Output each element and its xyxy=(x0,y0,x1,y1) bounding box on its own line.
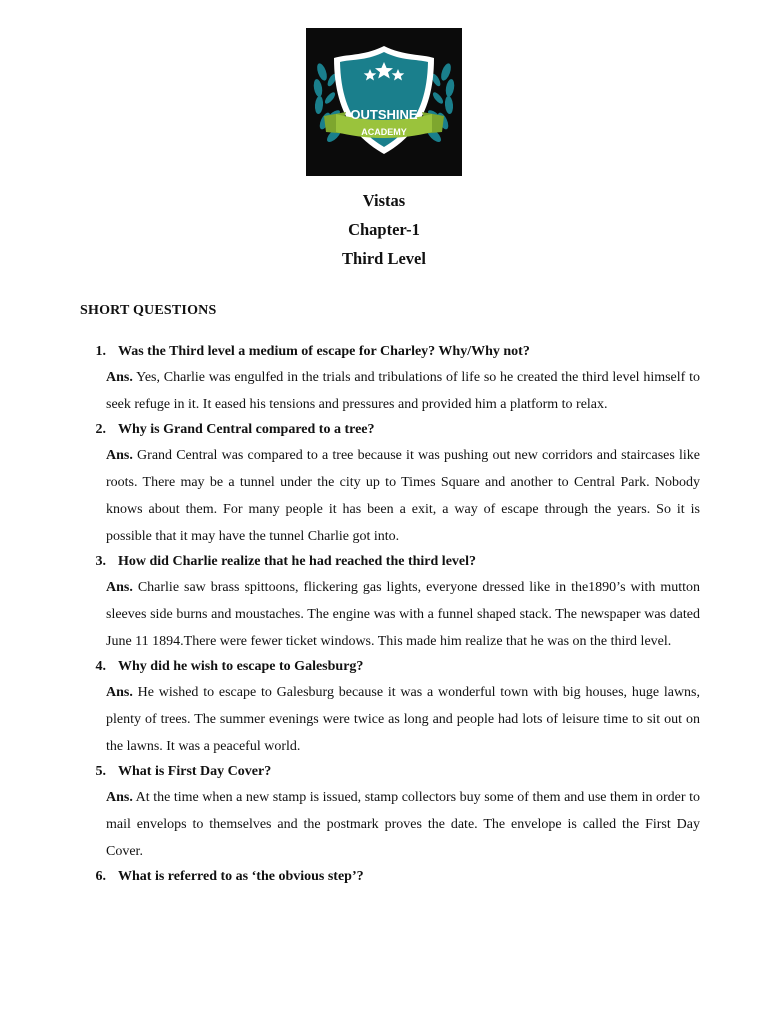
answer-text xyxy=(106,679,700,760)
answer-text xyxy=(106,784,700,865)
answer-label: Ans. xyxy=(106,448,133,463)
question-line xyxy=(80,760,700,784)
answer-text xyxy=(106,442,700,550)
question-number: 2. xyxy=(95,422,106,437)
answer-label: Ans. xyxy=(106,685,133,700)
academy-logo xyxy=(306,28,462,176)
question-text: What is referred to as ‘the obvious step’? xyxy=(118,869,364,884)
question-item xyxy=(80,760,700,865)
question-line xyxy=(80,340,700,364)
answer-label: Ans. xyxy=(106,370,133,385)
question-number: 4. xyxy=(95,659,106,674)
answer-text xyxy=(106,364,700,418)
logo-name: OUTSHINE xyxy=(350,107,418,122)
question-line xyxy=(80,865,700,889)
question-text: What is First Day Cover? xyxy=(118,764,272,779)
question-number: 6. xyxy=(95,869,106,884)
lesson-title: Third Level xyxy=(342,249,426,268)
question-text: Why is Grand Central compared to a tree? xyxy=(118,422,375,437)
question-item xyxy=(80,418,700,550)
question-text: Was the Third level a medium of escape for Charley? Why/Why not? xyxy=(118,344,530,359)
question-line xyxy=(80,550,700,574)
logo-subname: ACADEMY xyxy=(361,127,407,137)
book-title: Vistas xyxy=(362,191,406,210)
answer-body: At the time when a new stamp is issued, stamp collectors buy some of them and use them in order to mail envelops to themselves and the postmark proves the date. The envelope is called the First Day Cover. xyxy=(106,790,700,859)
document-titles xyxy=(0,189,768,276)
chapter-title: Chapter-1 xyxy=(348,220,420,239)
answer-text xyxy=(106,574,700,655)
question-number: 1. xyxy=(95,344,106,359)
question-item xyxy=(80,340,700,418)
answer-body: Charlie saw brass spittoons, flickering gas lights, everyone dressed like in the1890’s with mutton sleeves side burns and moustaches. The engine was with a funnel shaped stack. The newspaper was dated June 11 1894.There were fewer ticket windows. This made him realize that he was on the third level. xyxy=(106,580,700,649)
answer-label: Ans. xyxy=(106,790,133,805)
question-number: 5. xyxy=(95,764,106,779)
answer-body: He wished to escape to Galesburg because it was a wonderful town with big houses, huge lawns, plenty of trees. The summer evenings were twice as long and people had lots of leisure time to sit out on the lawns. It was a peaceful world. xyxy=(106,685,701,754)
question-list xyxy=(80,340,700,889)
question-line xyxy=(80,418,700,442)
question-item xyxy=(80,865,700,889)
question-number: 3. xyxy=(95,554,106,569)
question-item xyxy=(80,550,700,655)
answer-body: Grand Central was compared to a tree because it was pushing out new corridors and staircases like roots. There may be a tunnel under the city up to Times Square and another to Central Park. Nobody knows about them. For many people it has been a exit, a way of escape through the years. So it is possible that it may have the tunnel Charlie got into. xyxy=(106,448,700,544)
question-line xyxy=(80,655,700,679)
section-heading: SHORT QUESTIONS xyxy=(80,303,217,318)
answer-label: Ans. xyxy=(106,580,133,595)
question-item xyxy=(80,655,700,760)
question-text: Why did he wish to escape to Galesburg? xyxy=(118,659,364,674)
answer-body: Yes, Charlie was engulfed in the trials and tribulations of life so he created the third level himself to seek refuge in it. It eased his tensions and pressures and provided him a platform to relax. xyxy=(106,370,700,412)
question-text: How did Charlie realize that he had reached the third level? xyxy=(118,554,477,569)
shield-emblem-icon xyxy=(306,28,462,176)
